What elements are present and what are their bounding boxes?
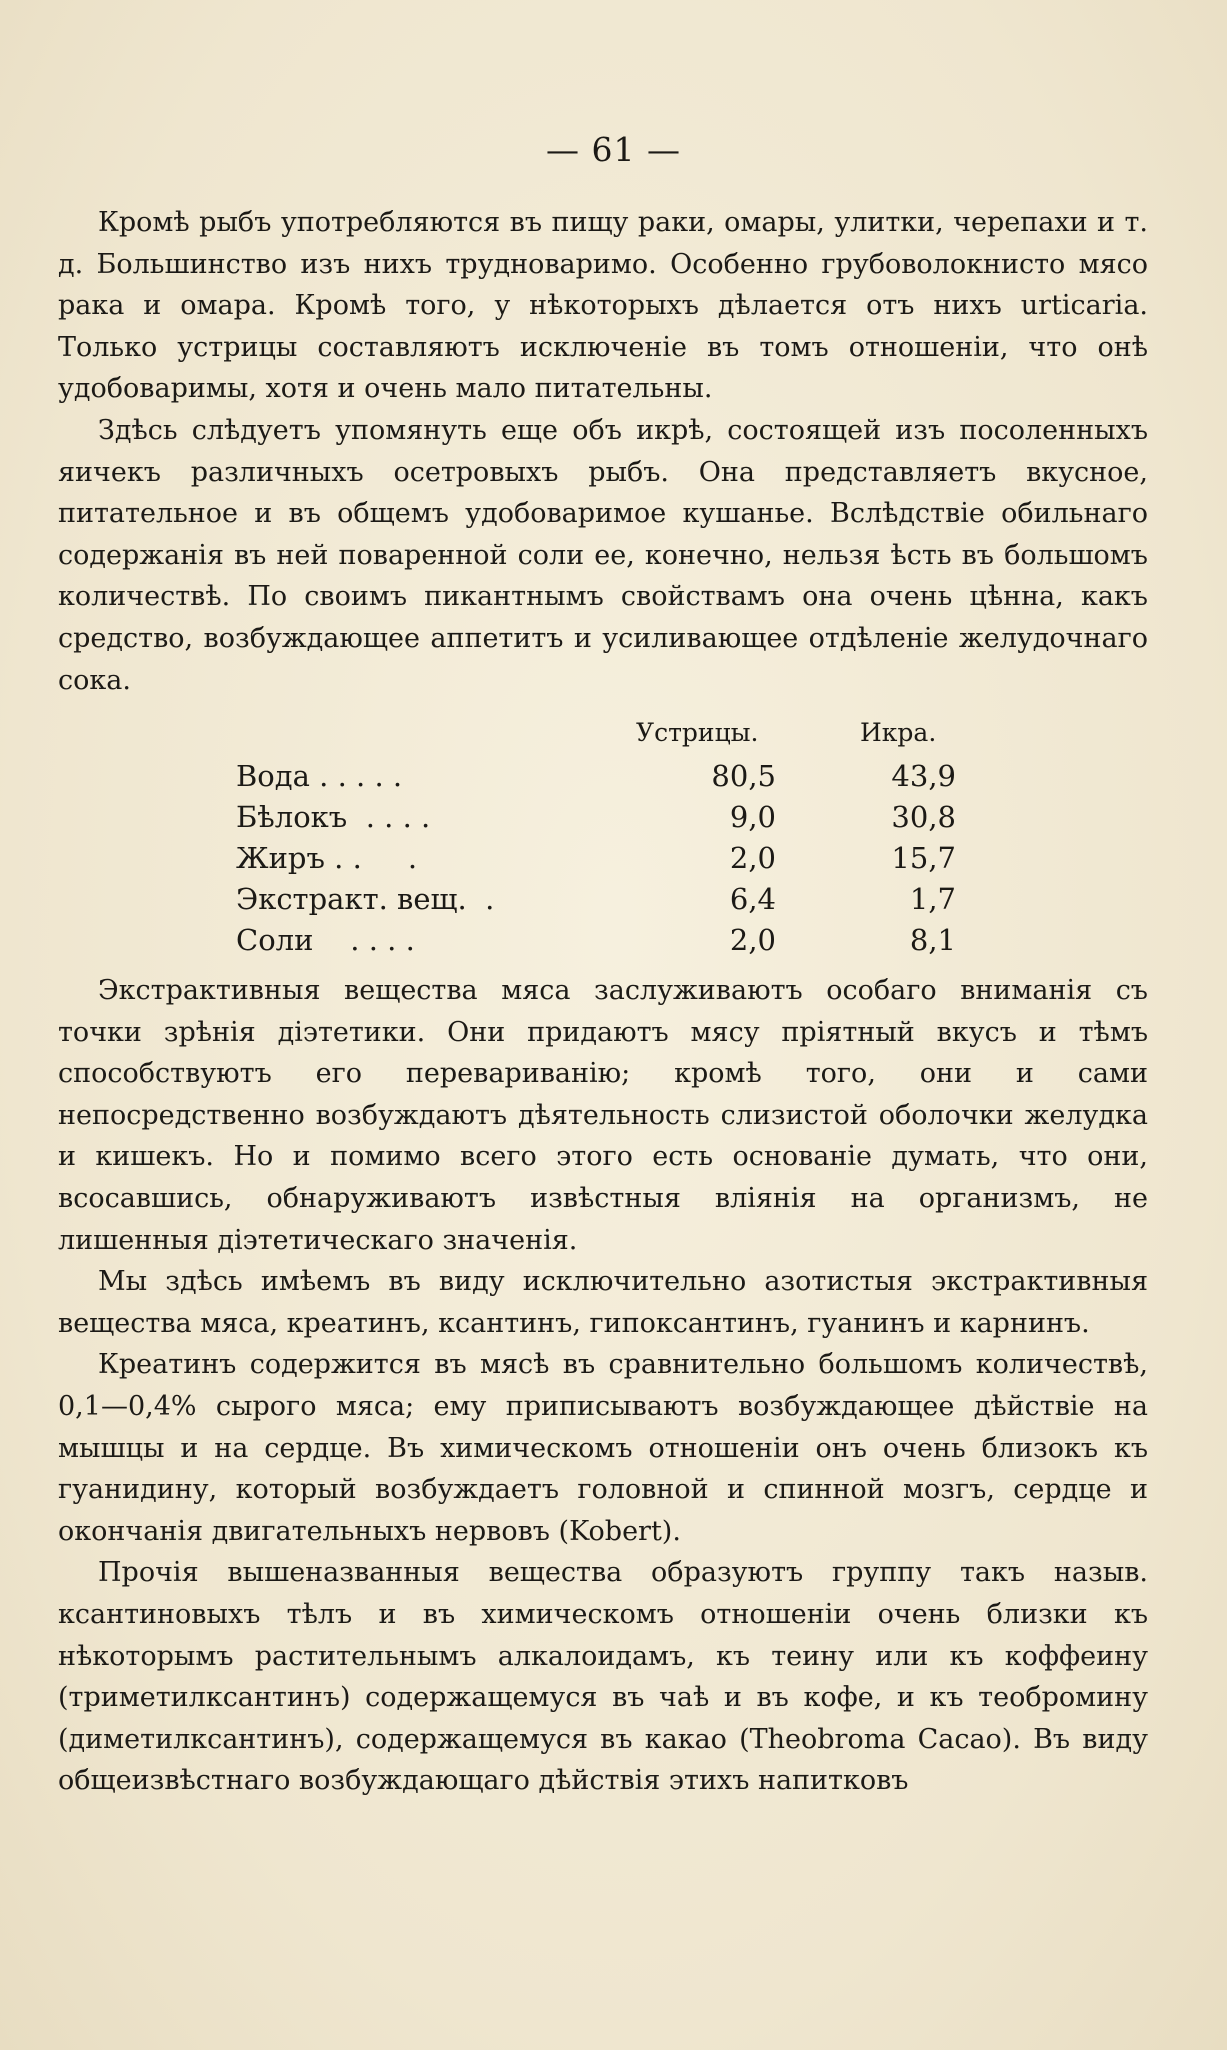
- text-block-top: [58, 202, 1148, 701]
- paragraph-extractives: Экстрактивныя вещества мяса заслуживаютъ особаго вниманiя съ точки зрѣнiя дiэтетики. Они придаютъ мясу прiятный вкусъ и тѣмъ способствуютъ его перевариванiю; кромѣ того, они и сами непосредственно возбуждаютъ дѣятельность слизистой оболочки желудка и кишекъ. Но и помимо всего этого есть основанiе думать, что они, всосавшись, обнаруживаютъ извѣстныя влiянiя на организмъ, не лишенныя дiэтетическаго значенiя.: [58, 975, 1148, 1256]
- row-label: Вода . . . . .: [236, 759, 403, 793]
- paragraph-shellfish: Кромѣ рыбъ употребляются въ пищу раки, омары, улитки, черепахи и т. д. Большинство изъ нихъ трудноваримо. Особенно грубоволокнисто мясо рака и омара. Кромѣ того, у нѣкоторыхъ дѣлается отъ нихъ urticaria. Только устрицы составляютъ исключенiе въ томъ отношенiи, что онѣ удобоваримы, хотя и очень мало питательны.: [58, 207, 1148, 405]
- row-label: Бѣлокъ . . . .: [236, 800, 431, 834]
- oysters-value: 9,0: [729, 800, 776, 834]
- paragraph-creatine: Креатинъ содержится въ мясѣ въ сравнительно большомъ количествѣ, 0,1—0,4% сырого мяса; ему приписываютъ возбуждающее дѣйствiе на мышцы и на сердце. Въ химическомъ отношенiи онъ очень близокъ къ гуанидину, который возбуждаетъ головной и спинной мозгъ, сердце и окончанiя двигательныхъ нервовъ (Kobert).: [58, 1349, 1148, 1547]
- oysters-value: 2,0: [729, 923, 776, 957]
- composition-table: [236, 718, 956, 964]
- table-row: [236, 841, 956, 882]
- paragraph-nitrogenous: Мы здѣсь имѣемъ въ виду исключительно азотистыя экстрактивныя вещества мяса, креатинъ, ксантинъ, гипоксантинъ, гуанинъ и карнинъ.: [58, 1266, 1148, 1339]
- caviar-value: 8,1: [909, 923, 956, 957]
- row-label: Соли . . . .: [236, 923, 415, 957]
- page-number: — 61 —: [546, 130, 681, 169]
- table-row: [236, 923, 956, 964]
- column-header-caviar: Икра.: [860, 718, 937, 747]
- caviar-value: 43,9: [891, 759, 956, 793]
- oysters-value: 6,4: [729, 882, 776, 916]
- table-row: [236, 882, 956, 923]
- table-row: [236, 800, 956, 841]
- caviar-value: 30,8: [891, 800, 956, 834]
- text-block-bottom: [58, 970, 1148, 1802]
- caviar-value: 15,7: [891, 841, 956, 875]
- oysters-value: 2,0: [729, 841, 776, 875]
- paragraph-xanthine: Прочiя вышеназванныя вещества образуютъ группу такъ назыв. ксантиновыхъ тѣлъ и въ химическомъ отношенiи очень близки къ нѣкоторымъ растительнымъ алкалоидамъ, къ теину или къ коффеину (триметилксантинъ) содержащемуся въ чаѣ и въ кофе, и къ теобромину (диметилксантинъ), содержащемуся въ какао (Theobroma Cacao). Въ виду общеизвѣстнаго возбуждающаго дѣйствiя этихъ напитковъ: [58, 1557, 1148, 1797]
- row-label: Экстракт. вещ. .: [236, 882, 495, 916]
- column-header-oysters: Устрицы.: [636, 718, 759, 747]
- row-label: Жиръ . . .: [236, 841, 418, 875]
- paragraph-caviar: Здѣсь слѣдуетъ упомянуть еще объ икрѣ, состоящей изъ посоленныхъ яичекъ различныхъ осетровыхъ рыбъ. Она представляетъ вкусное, питательное и въ общемъ удобоваримое кушанье. Вслѣдствiе обильнаго содержанiя въ ней поваренной соли ее, конечно, нельзя ѣсть въ большомъ количествѣ. По своимъ пикантнымъ свойствамъ она очень цѣнна, какъ средство, возбуждающее аппетитъ и усиливающее отдѣленiе желудочнаго сока.: [58, 414, 1148, 696]
- table-row: [236, 759, 956, 800]
- oysters-value: 80,5: [711, 759, 776, 793]
- caviar-value: 1,7: [909, 882, 956, 916]
- table-header: [236, 718, 956, 759]
